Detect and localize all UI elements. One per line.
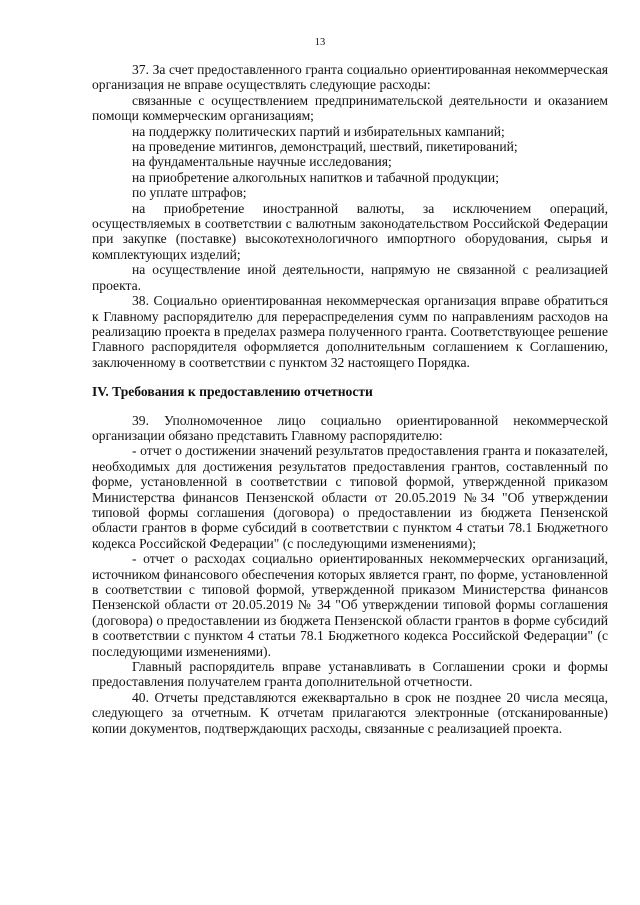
- paragraph-38: 38. Социально ориентированная некоммерческая организация вправе обратиться к Главному распорядителю для перераспределения сумм по направлениям расходов на реализацию проекта в пределах размера полученного гранта. Соответствующее решение Главного распорядителя оформляется дополнительным соглашением к Соглашению, заключенному в соответствии с пунктом 32 настоящего Порядка.: [92, 293, 608, 370]
- list-item-entrepreneurship: связанные с осуществлением предпринимательской деятельности и оказанием помощи коммерческим организациям;: [92, 92, 608, 124]
- list-item-political-support: на поддержку политических партий и избирательных кампаний;: [132, 123, 505, 139]
- document-body: [92, 62, 608, 736]
- paragraph-additional-reporting: Главный распорядитель вправе устанавливать в Соглашении сроки и формы предоставления получателем гранта дополнительной отчетности.: [92, 659, 608, 690]
- paragraph-40: 40. Отчеты представляются ежеквартально в срок не позднее 20 числа месяца, следующего за отчетным. К отчетам прилагаются электронные (отсканированные) копии документов, подтверждающих расходы, связанные с реализацией проекта.: [92, 689, 608, 736]
- list-item-fines: по уплате штрафов;: [132, 185, 247, 201]
- page-number: 13: [314, 37, 326, 48]
- list-item-rallies: на проведение митингов, демонстраций, шествий, пикетирований;: [132, 139, 518, 155]
- list-item-foreign-currency: на приобретение иностранной валюты, за исключением операций, осуществляемых в соответствии с валютным законодательством Российской Федерации при закупке (поставке) высокотехнологичного импортного оборудования, сырья и комплектующих изделий;: [92, 200, 608, 262]
- list-item-alcohol-tobacco: на приобретение алкогольных напитков и табачной продукции;: [132, 169, 499, 185]
- list-item-results-report: - отчет о достижении значений результатов предоставления гранта и показателей, необходимых для достижения результатов предоставления грантов, составленный по форме, установленной в соответствии с типовой формой, утвержденной приказом Министерства финансов Пензенской области от 20.05.2019 №34 "Об утверждении типовой формы соглашения (договора) о предоставлении из бюджета Пензенской области грантов в форме субсидий в соответствии с пунктом 4 статьи 78.1 Бюджетного кодекса Российской Федерации" (с последующими изменениями);: [92, 443, 608, 551]
- paragraph-39-intro: 39. Уполномоченное лицо социально ориентированной некоммерческой организации обязано представить Главному распорядителю:: [92, 412, 608, 443]
- list-item-research: на фундаментальные научные исследования;: [132, 154, 392, 170]
- list-item-other-activity: на осуществление иной деятельности, напрямую не связанной с реализацией проекта.: [92, 262, 608, 293]
- paragraph-37-intro: 37. За счет предоставленного гранта социально ориентированная некоммерческая организация не вправе осуществлять следующие расходы:: [92, 62, 608, 93]
- section-heading: IV. Требования к предоставлению отчетности: [92, 384, 373, 400]
- list-item-expenses-report: - отчет о расходах социально ориентированных некоммерческих организаций, источником финансового обеспечения которых является грант, по форме, установленной в соответствии с типовой формой, утвержденной приказом Министерства финансов Пензенской области от 20.05.2019 № 34 "Об утверждении типовой формы соглашения (договора) о предоставлении из бюджета Пензенской области грантов в форме субсидий в соответствии с пунктом 4 статьи 78.1 Бюджетного кодекса Российской Федерации" (с последующими изменениями).: [92, 551, 608, 659]
